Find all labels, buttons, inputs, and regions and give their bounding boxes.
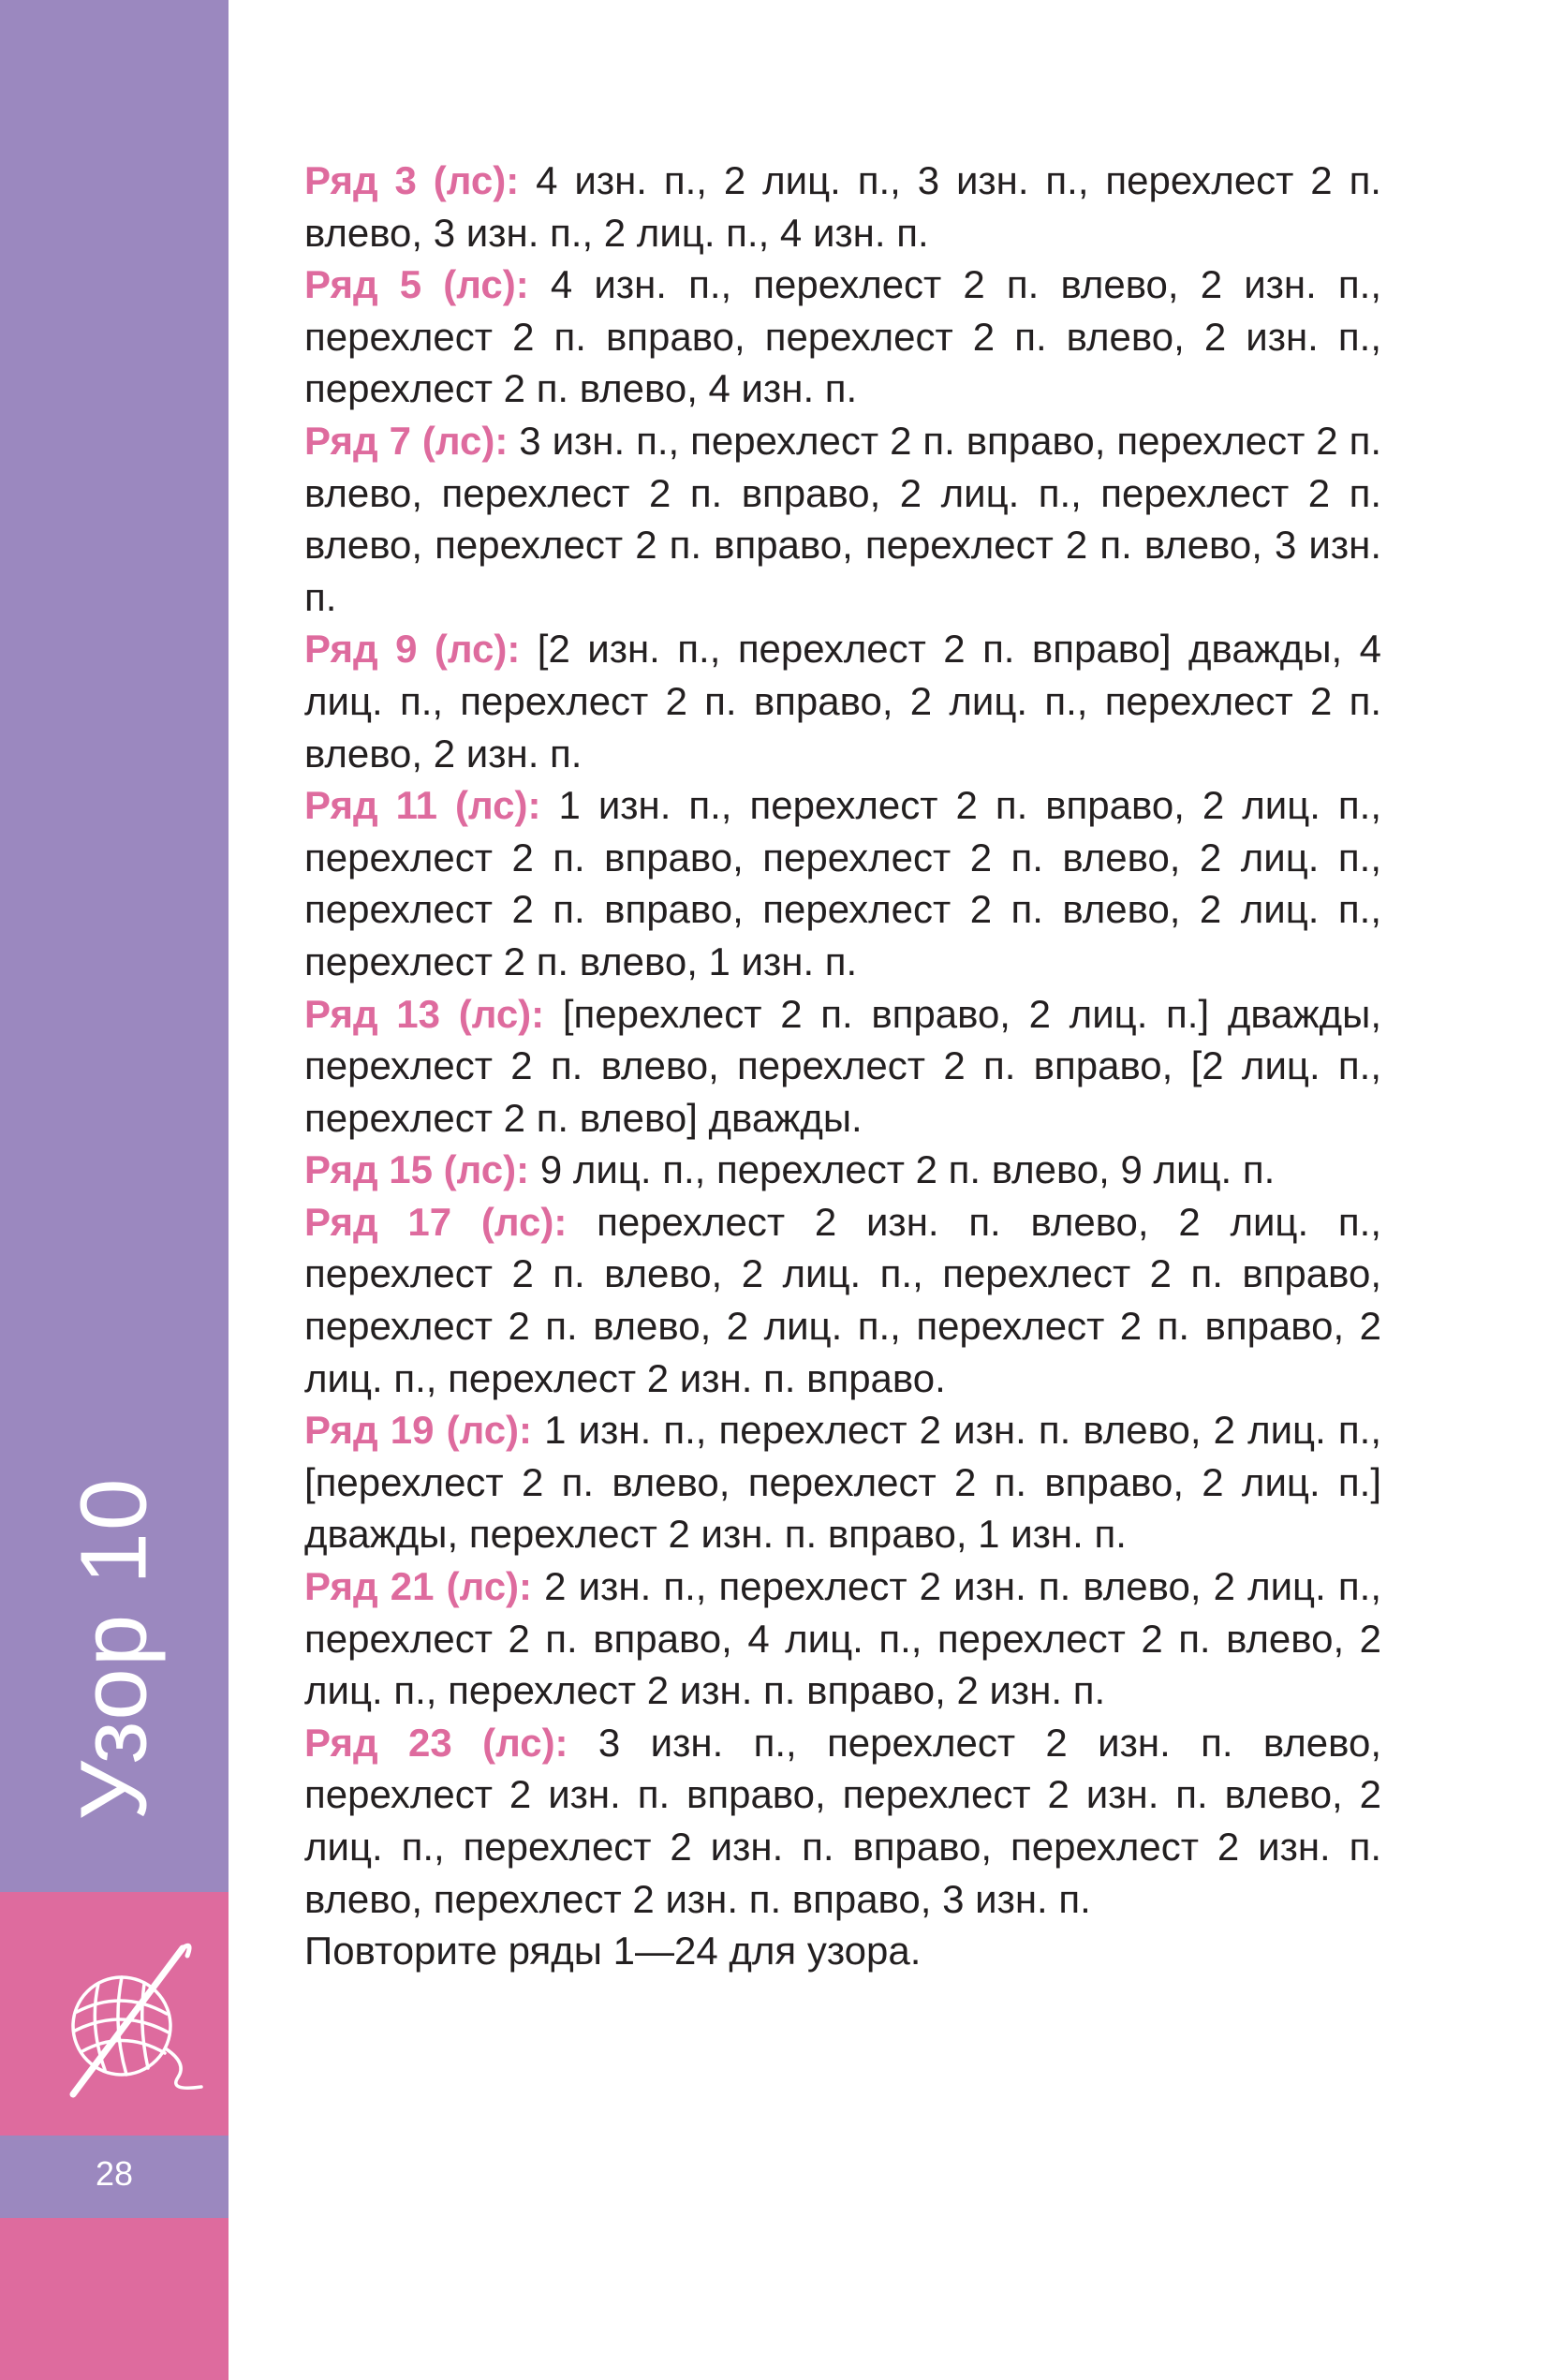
row-paragraph <box>304 155 1381 259</box>
row-label: Ряд 15 (лс): <box>304 1147 530 1192</box>
row-text: 3 изн. п., перехлест 2 п. вправо, перехлест 2 п. влево, перехлест 2 п. вправо, 2 лиц. п., перехлест 2 п. влево, перехлест 2 п. вправо, перехлест 2 п. влево, 3 изн. п. <box>304 418 1381 619</box>
row-paragraph <box>304 1717 1381 1925</box>
row-text: 3 изн. п., перехлест 2 изн. п. влево, перехлест 2 изн. п. вправо, перехлест 2 изн. п. влево, 2 лиц. п., перехлест 2 изн. п. вправо, перехлест 2 изн. п. влево, перехлест 2 изн. п. вправо, 3 изн. п. <box>304 1720 1381 1921</box>
sidebar-bottom-band <box>0 2218 229 2380</box>
row-label: Ряд 3 (лс): <box>304 158 520 202</box>
row-text: 1 изн. п., перехлест 2 изн. п. влево, 2 лиц. п., [перехлест 2 п. влево, перехлест 2 п. вправо, 2 лиц. п.] дважды, перехлест 2 изн. п. вправо, 1 изн. п. <box>304 1408 1381 1557</box>
row-paragraph <box>304 1144 1381 1196</box>
row-paragraph <box>304 415 1381 623</box>
row-text: 1 изн. п., перехлест 2 п. вправо, 2 лиц. п., перехлест 2 п. вправо, перехлест 2 п. влево, 2 лиц. п., перехлест 2 п. вправо, перехлест 2 п. влево, 2 лиц. п., перехлест 2 п. влево, 1 изн. п. <box>304 783 1381 983</box>
repeat-instruction: Повторите ряды 1—24 для узора. <box>304 1929 922 1973</box>
row-paragraph <box>304 1560 1381 1717</box>
row-label: Ряд 21 (лс): <box>304 1564 533 1609</box>
row-label: Ряд 5 (лс): <box>304 262 529 307</box>
row-label: Ряд 19 (лс): <box>304 1408 533 1453</box>
row-paragraph <box>304 988 1381 1145</box>
row-label: Ряд 23 (лс): <box>304 1720 568 1765</box>
row-text: 4 изн. п., 2 лиц. п., 3 изн. п., перехлест 2 п. влево, 3 изн. п., 2 лиц. п., 4 изн. п. <box>304 158 1381 255</box>
row-text: 2 изн. п., перехлест 2 изн. п. влево, 2 лиц. п., перехлест 2 п. вправо, 4 лиц. п., перехлест 2 п. влево, 2 лиц. п., перехлест 2 изн. п. вправо, 2 изн. п. <box>304 1564 1381 1713</box>
page-number: 28 <box>95 2154 134 2193</box>
row-paragraph <box>304 1404 1381 1560</box>
row-label: Ряд 11 (лс): <box>304 783 541 828</box>
pattern-title: Узор 10 <box>61 1476 167 1821</box>
pattern-instructions <box>304 155 1381 1977</box>
row-paragraph <box>304 1196 1381 1404</box>
row-text: 4 изн. п., перехлест 2 п. влево, 2 изн. п., перехлест 2 п. вправо, перехлест 2 п. влево, 2 изн. п., перехлест 2 п. влево, 4 изн. п. <box>304 262 1381 411</box>
row-label: Ряд 9 (лс): <box>304 627 521 672</box>
row-paragraph <box>304 259 1381 415</box>
row-paragraph <box>304 623 1381 779</box>
sidebar <box>0 0 229 2380</box>
row-label: Ряд 7 (лс): <box>304 418 509 463</box>
row-text: 9 лиц. п., перехлест 2 п. влево, 9 лиц. п. <box>539 1147 1276 1192</box>
yarn-ball-crochet-hook-icon <box>47 1937 215 2106</box>
row-text: [2 изн. п., перехлест 2 п. вправо] дважды, 4 лиц. п., перехлест 2 п. вправо, 2 лиц. п., перехлест 2 п. влево, 2 изн. п. <box>304 627 1381 776</box>
row-label: Ряд 17 (лс): <box>304 1199 568 1244</box>
row-text: перехлест 2 изн. п. влево, 2 лиц. п., перехлест 2 п. влево, 2 лиц. п., перехлест 2 п. вправо, перехлест 2 п. влево, 2 лиц. п., перехлест 2 п. вправо, 2 лиц. п., перехлест 2 изн. п. вправо. <box>304 1199 1381 1400</box>
row-text: [перехлест 2 п. вправо, 2 лиц. п.] дважды, перехлест 2 п. влево, перехлест 2 п. вправо, [2 лиц. п., перехлест 2 п. влево] дважды. <box>304 991 1381 1140</box>
row-paragraph <box>304 779 1381 987</box>
row-label: Ряд 13 (лс): <box>304 991 545 1036</box>
